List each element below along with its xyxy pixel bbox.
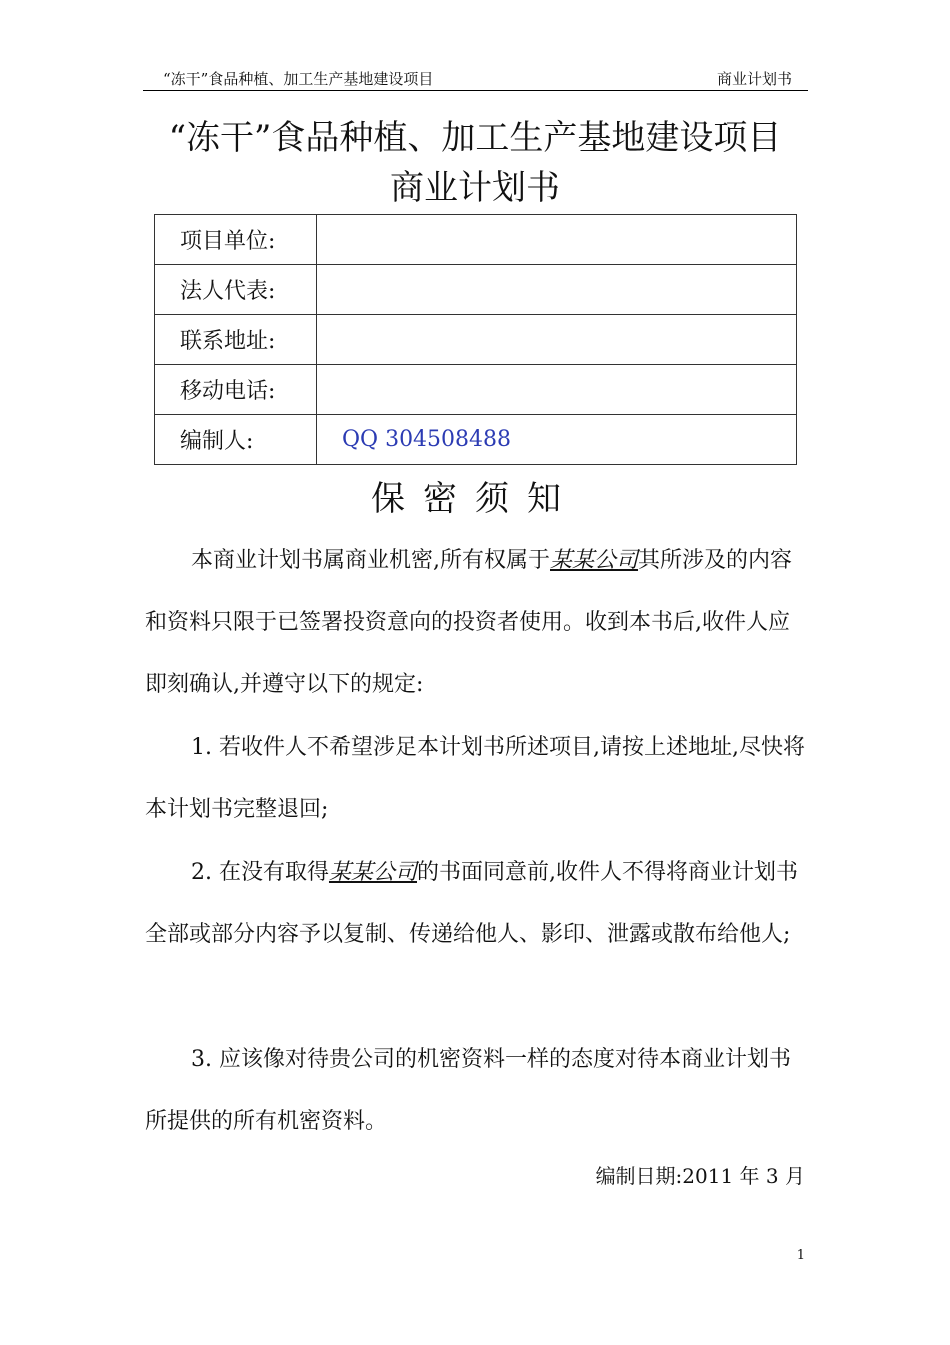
label-mobile-phone: 移动电话: <box>155 365 317 415</box>
compile-date: 编制日期:2011 年 3 月 <box>595 1164 805 1188</box>
label-contact-address: 联系地址: <box>155 315 317 365</box>
document-title: “冻干”食品种植、加工生产基地建设项目 <box>168 118 782 158</box>
rule-text: 的书面同意前,收件人不得将商业计划书全部或部分内容予以复制、传递给他人、影印、泄露或散布给他人; <box>145 860 798 947</box>
header-doc-type: 商业计划书 <box>716 70 792 88</box>
table-row <box>155 265 797 315</box>
rule-text: 2. 在没有取得 <box>191 860 329 885</box>
table-row <box>155 415 797 465</box>
company-name: 某某公司 <box>328 860 417 885</box>
company-name: 某某公司 <box>550 548 639 573</box>
rule-item-1: 1. 若收件人不希望涉足本计划书所述项目,请按上述地址,尽快将本计划书完整退回; <box>145 735 805 822</box>
paragraph-text: 本商业计划书属商业机密,所有权属于 <box>191 548 550 573</box>
value-legal-representative <box>317 265 797 315</box>
rule-item-3: 3. 应该像对待贵公司的机密资料一样的态度对待本商业计划书所提供的所有机密资料。 <box>145 1047 791 1134</box>
table-row <box>155 365 797 415</box>
page-number: 1 <box>796 1248 805 1263</box>
label-compiler: 编制人: <box>155 415 317 465</box>
value-compiler-qq: QQ 304508488 <box>317 415 797 465</box>
value-contact-address <box>317 315 797 365</box>
paragraph-text: 其所涉及的内容和资料只限于已签署投资意向的投资者使用。收到本书后,收件人应即刻确认,并遵守以下的规定: <box>145 548 793 697</box>
table-row <box>155 315 797 365</box>
document-subtitle: 商业计划书 <box>390 168 560 208</box>
page-header <box>143 68 808 91</box>
rule-item-2 <box>145 842 810 966</box>
label-legal-representative: 法人代表: <box>155 265 317 315</box>
table-row <box>155 215 797 265</box>
confidentiality-paragraph <box>145 530 810 716</box>
value-project-unit <box>317 215 797 265</box>
header-project-name: “冻干”食品种植、加工生产基地建设项目 <box>163 70 434 88</box>
confidentiality-notice-title: 保密须知 <box>371 479 579 519</box>
label-project-unit: 项目单位: <box>155 215 317 265</box>
value-mobile-phone <box>317 365 797 415</box>
project-info-table <box>154 214 797 465</box>
